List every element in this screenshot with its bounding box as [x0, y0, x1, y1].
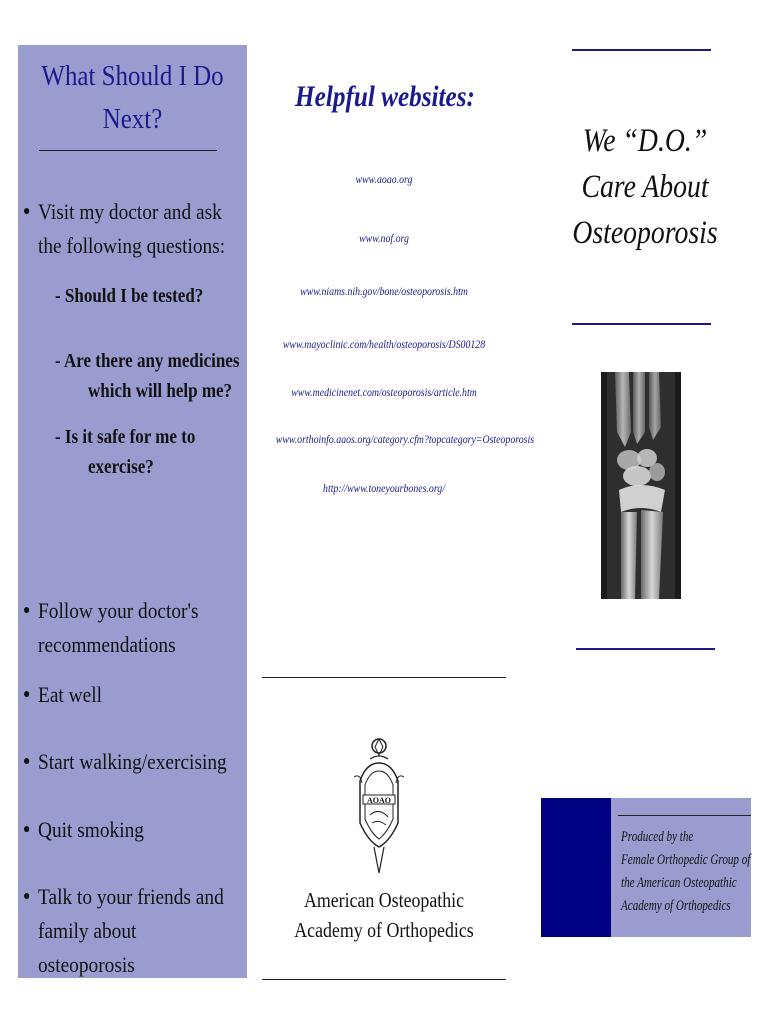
website-link[interactable]: www.nof.org [359, 231, 409, 245]
question-3-line-1: - Is it safe for me to [55, 426, 196, 448]
title-divider [39, 150, 217, 151]
question-2-line-2: which will help me? [88, 380, 233, 402]
bullet-text: Visit my doctor and ask the following questions: [38, 199, 226, 258]
bullet-walking [23, 745, 232, 779]
wrist-xray-image [601, 372, 681, 599]
bullet-dot: ● [23, 603, 31, 618]
website-link[interactable]: www.niams.nih.gov/bone/osteoporosis.htm [300, 284, 468, 298]
right-rule-bottom [576, 648, 715, 650]
left-panel-title: What Should I Do Next? [41, 60, 224, 135]
website-link[interactable]: www.orthoinfo.aaos.org/category.cfm?topcategory=Osteoporosis [275, 432, 535, 446]
bullet-text: Follow your doctor's recommendations [38, 598, 199, 657]
bullet-dot: ● [23, 754, 31, 769]
bullet-text: Start walking/exercising [38, 749, 227, 774]
produced-box-rule [618, 815, 751, 816]
produced-line: Produced by the [621, 829, 694, 845]
websites-heading: Helpful websites: [295, 80, 475, 113]
right-rule-mid [572, 323, 711, 325]
question-2-line-1: - Are there any medicines [55, 350, 240, 372]
bullet-eat-well [23, 678, 232, 712]
website-link[interactable]: www.medicinenet.com/osteoporosis/article.htm [291, 385, 477, 399]
produced-line: Academy of Orthopedics [621, 898, 731, 914]
bullet-dot: ● [23, 889, 31, 904]
brochure-title: We “D.O.” Care About Osteoporosis [572, 123, 718, 251]
aoao-logo-text: AOAO [367, 796, 391, 805]
bullet-dot: ● [23, 687, 31, 702]
bullet-visit-doctor [23, 195, 232, 263]
middle-divider-top [262, 677, 506, 678]
organization-name: American Osteopathic Academy of Orthopedics [294, 888, 474, 942]
website-link[interactable]: www.mayoclinic.com/health/osteoporosis/DS00128 [282, 337, 486, 351]
bullet-follow-doctor [23, 594, 232, 662]
produced-by-text [621, 826, 751, 918]
bullet-dot: ● [23, 204, 31, 219]
question-3-line-2: exercise? [88, 456, 154, 478]
bullet-dot: ● [23, 822, 31, 837]
bullet-quit-smoking [23, 813, 232, 847]
middle-divider-bottom [262, 979, 506, 980]
right-rule-top [572, 49, 711, 51]
bullet-talk-friends [23, 880, 232, 982]
navy-accent-block [541, 798, 611, 937]
produced-line: the American Osteopathic [621, 875, 737, 891]
website-link[interactable]: http://www.toneyourbones.org/ [323, 481, 445, 495]
bullet-text: Talk to your friends and family about osteoporosis [38, 884, 224, 977]
website-link[interactable]: www.aoao.org [355, 172, 413, 186]
produced-line: Female Orthopedic Group of [621, 852, 751, 868]
aoao-logo-icon [348, 733, 410, 875]
bullet-text: Eat well [38, 682, 102, 707]
bullet-text: Quit smoking [38, 817, 144, 842]
question-1: - Should I be tested? [55, 285, 204, 307]
